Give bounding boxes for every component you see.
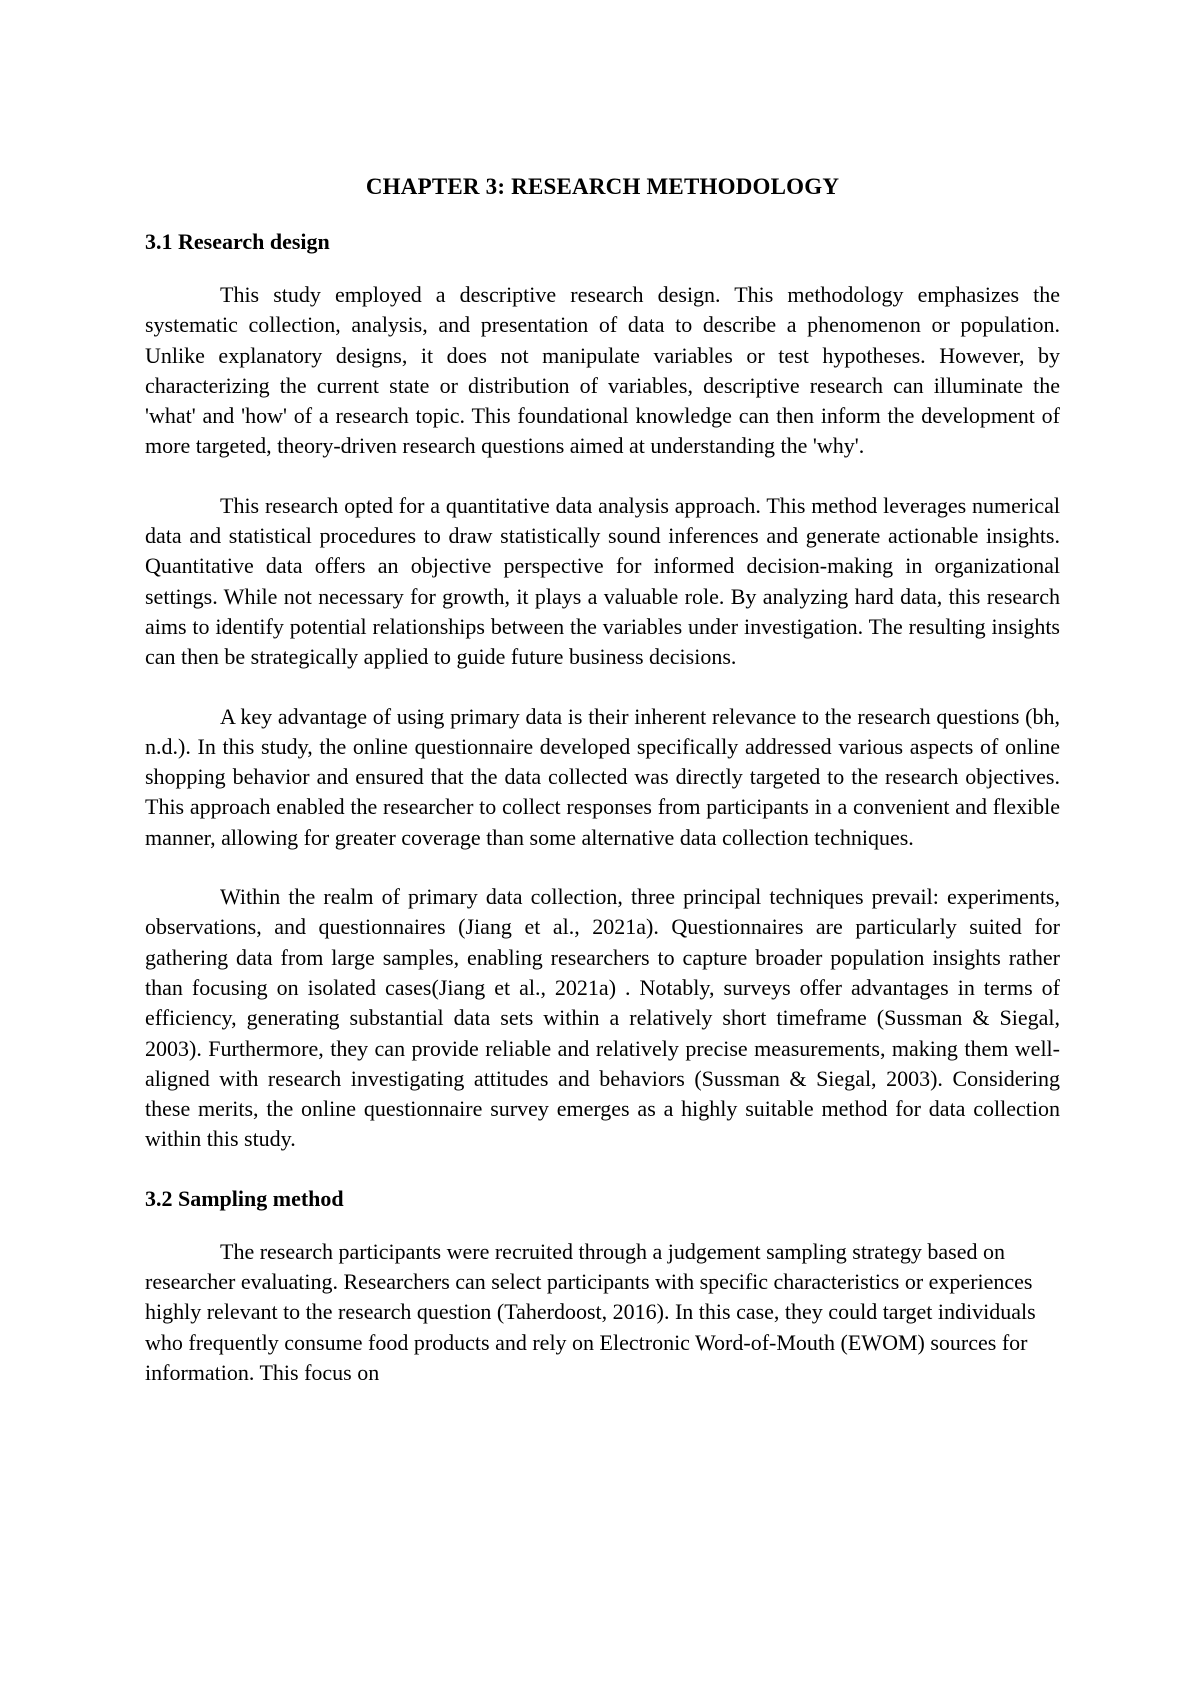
- paragraph: Within the realm of primary data collection, three principal techniques prevail: experiments, observations, and questionnaires (Jiang et al., 2021a). Questionnaires are particularly suited for gathering data from large samples, enabling researchers to capture broader population insights rather than focusing on isolated cases(Jiang et al., 2021a) . Notably, surveys offer advantages in terms of efficiency, generating substantial data sets within a relatively short timeframe (Sussman & Siegal, 2003). Furthermore, they can provide reliable and relatively precise measurements, making them well- aligned with research investigating attitudes and behaviors (Sussman & Siegal, 2003). Considering these merits, the online questionnaire survey emerges as a highly suitable method for data collection within this study.: [145, 884, 1060, 1152]
- section-sampling-method: [145, 1184, 1060, 1388]
- paragraph: This study employed a descriptive research design. This methodology emphasizes the systematic collection, analysis, and presentation of data to describe a phenomenon or population. Unlike explanatory designs, it does not manipulate variables or test hypotheses. However, by characterizing the current state or distribution of variables, descriptive research can illuminate the 'what' and 'how' of a research topic. This foundational knowledge can then inform the development of more targeted, theory-driven research questions aimed at understanding the 'why'.: [145, 282, 1060, 459]
- section-heading: 3.2 Sampling method: [145, 1185, 344, 1211]
- paragraph: The research participants were recruited through a judgement sampling strategy based on researcher evaluating. Researchers can select participants with specific characteristics or experiences highly relevant to the research question (Taherdoost, 2016). In this case, they could target individuals who frequently consume food products and rely on Electronic Word-of-Mouth (EWOM) sources for information. This focus on: [145, 1238, 1036, 1385]
- paragraph: A key advantage of using primary data is their inherent relevance to the research questions (bh, n.d.). In this study, the online questionnaire developed specifically addressed various aspects of online shopping behavior and ensured that the data collected was directly targeted to the research objectives. This approach enabled the researcher to collect responses from participants in a convenient and flexible manner, allowing for greater coverage than some alternative data collection techniques.: [145, 703, 1060, 850]
- section-research-design: [145, 227, 1060, 1155]
- chapter-title: CHAPTER 3: RESEARCH METHODOLOGY: [365, 174, 840, 199]
- document-page: [145, 172, 1060, 1388]
- paragraph: This research opted for a quantitative data analysis approach. This method leverages numerical data and statistical procedures to draw statistically sound inferences and generate actionable insights. Quantitative data offers an objective perspective for informed decision-making in organizational settings. While not necessary for growth, it plays a valuable role. By analyzing hard data, this research aims to identify potential relationships between the variables under investigation. The resulting insights can then be strategically applied to guide future business decisions.: [145, 492, 1060, 670]
- section-heading: 3.1 Research design: [145, 229, 330, 254]
